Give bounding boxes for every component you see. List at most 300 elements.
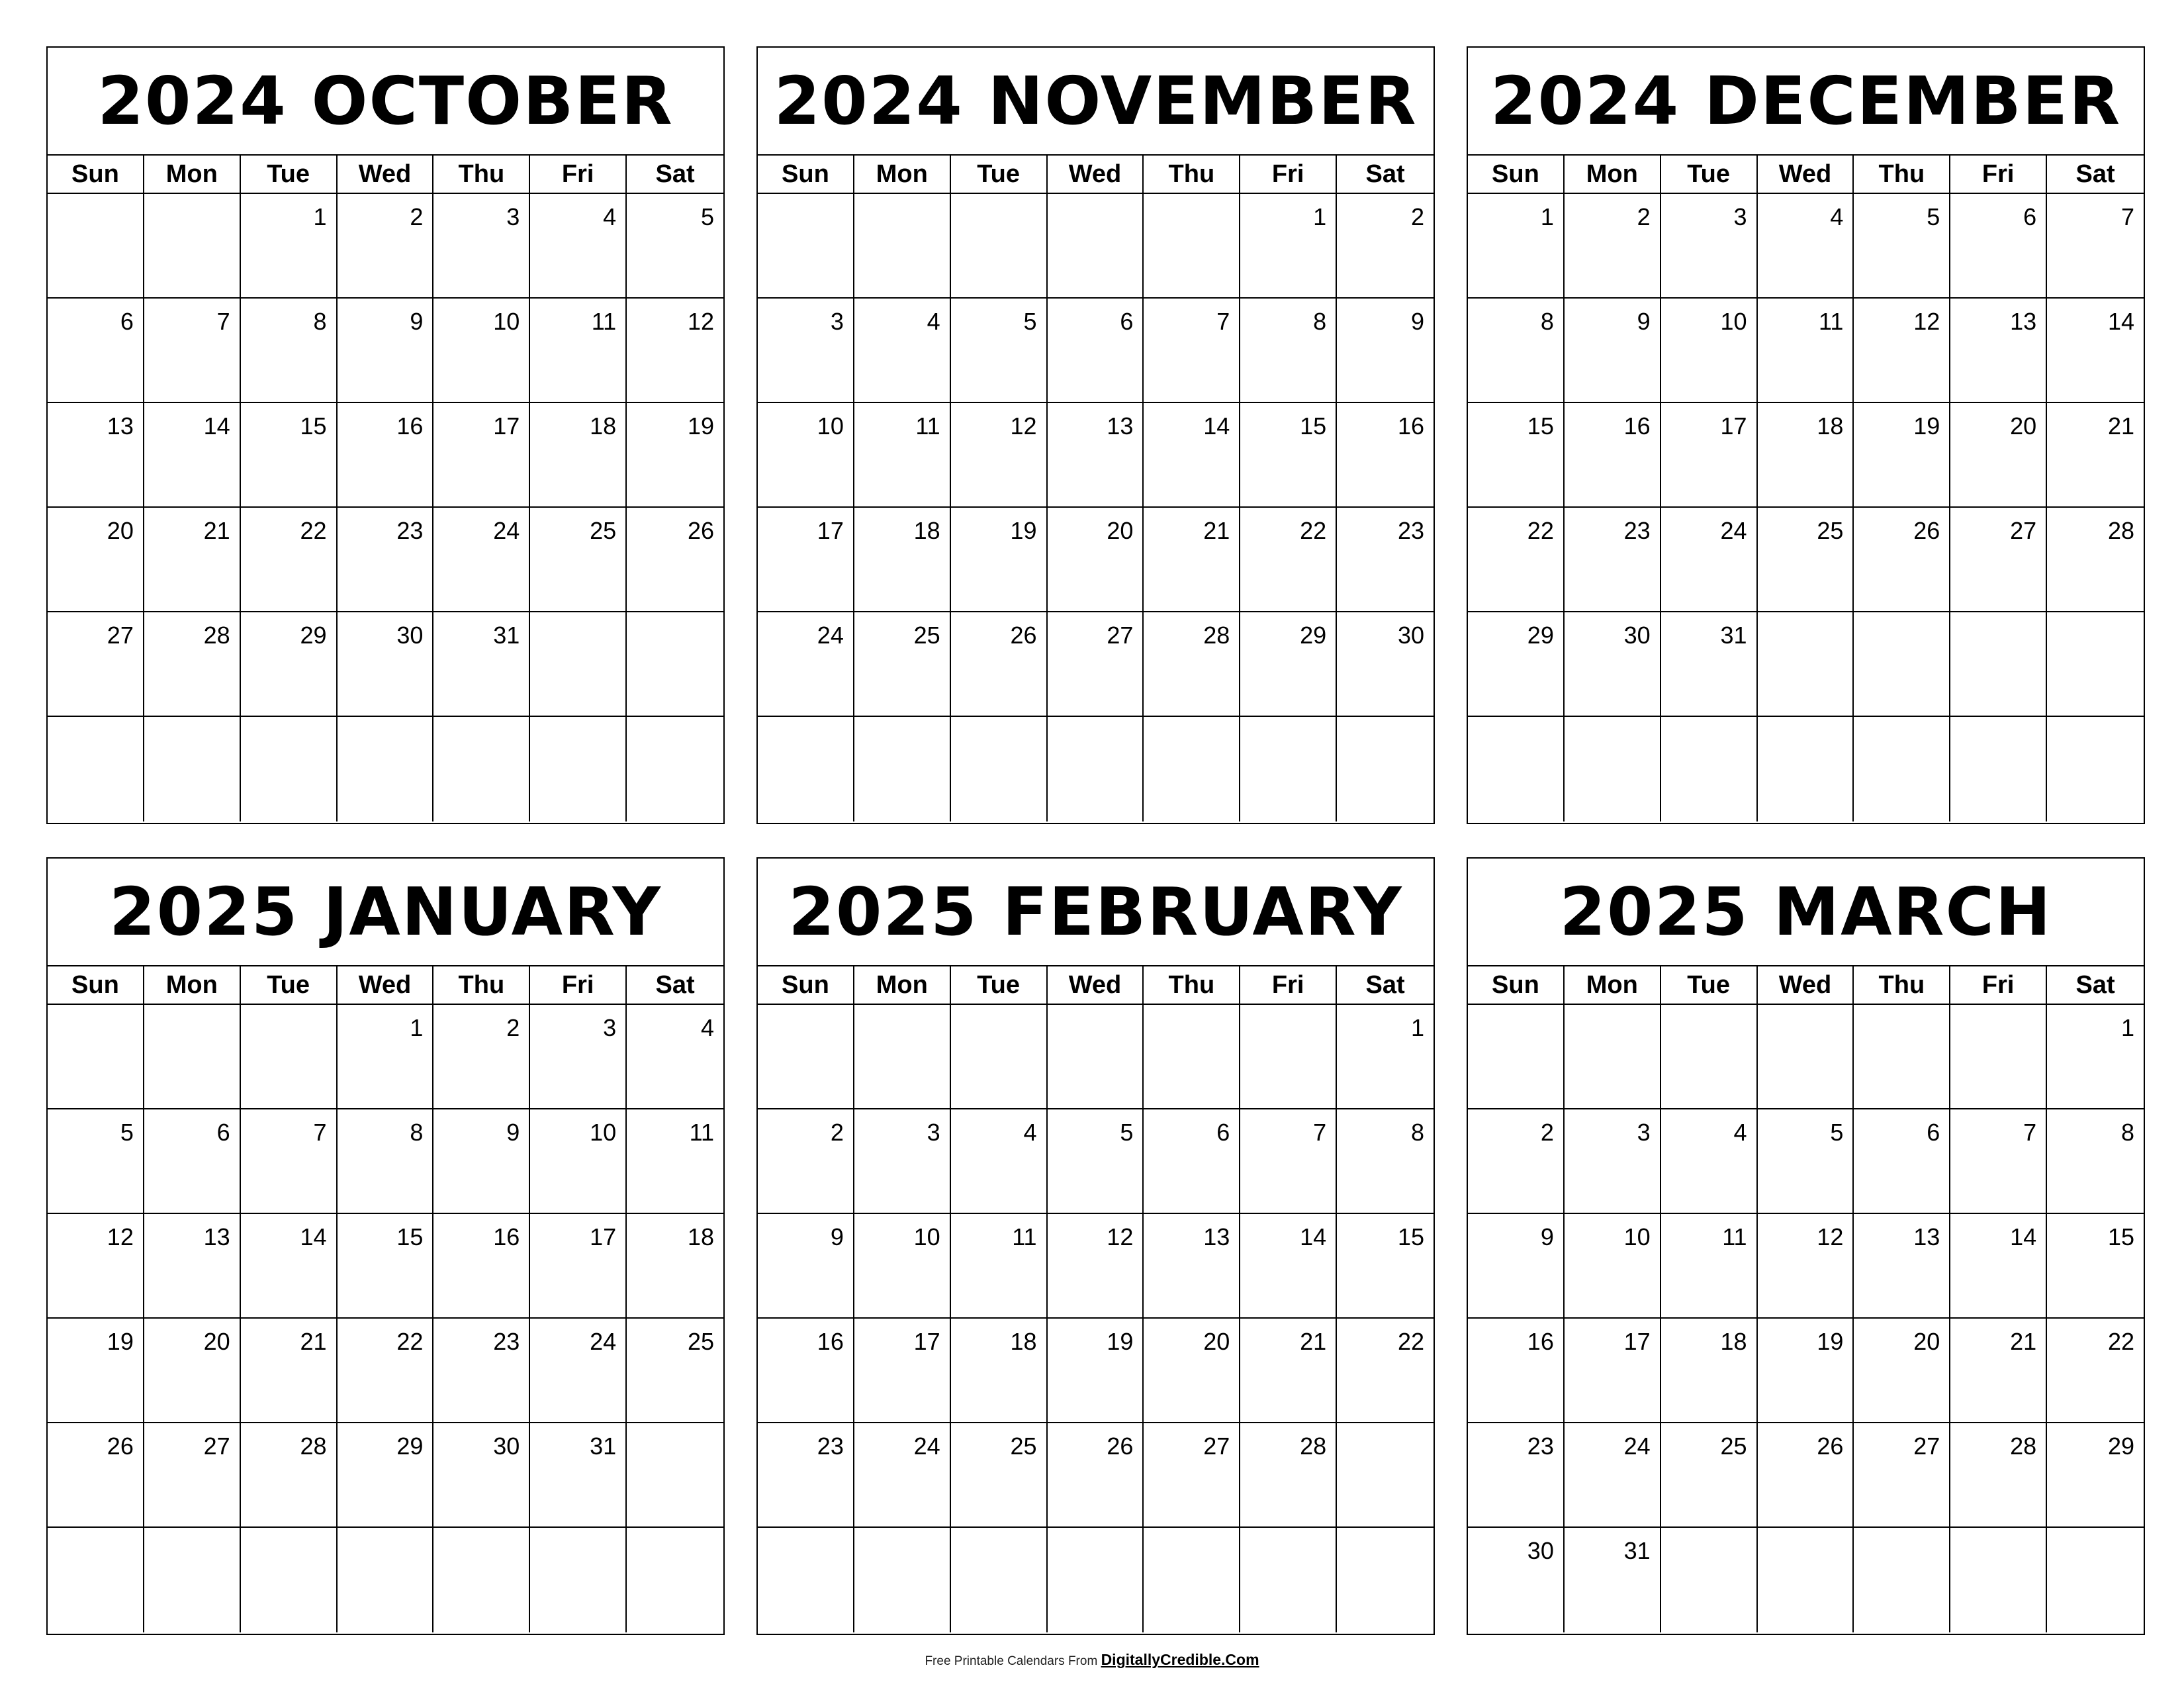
- day-cell: [1565, 1528, 1661, 1632]
- day-number: 4: [1023, 1119, 1037, 1146]
- footer: [0, 1651, 2184, 1669]
- day-cell: [241, 1423, 338, 1528]
- day-cell: [1565, 1319, 1661, 1423]
- day-cell: [1661, 1214, 1758, 1319]
- day-cell: [854, 1005, 951, 1109]
- day-number: 25: [687, 1328, 714, 1355]
- day-number: 23: [817, 1432, 844, 1460]
- day-number: 13: [1107, 412, 1134, 440]
- day-cell: [1144, 508, 1240, 612]
- day-cell: [48, 1319, 144, 1423]
- day-cell: [854, 194, 951, 299]
- weekday-label: Sun: [1468, 156, 1565, 193]
- day-number: 15: [1527, 412, 1554, 440]
- day-cell: [1565, 717, 1661, 821]
- day-number: 16: [1397, 412, 1424, 440]
- day-cell: [951, 194, 1048, 299]
- day-cell: [338, 1319, 434, 1423]
- day-cell: [530, 1109, 627, 1214]
- day-cell: [1337, 1528, 1433, 1632]
- day-cell: [1240, 403, 1337, 508]
- day-number: 21: [2010, 1328, 2037, 1355]
- day-cell: [1468, 1423, 1565, 1528]
- day-cell: [530, 1005, 627, 1109]
- weekday-label: Wed: [338, 156, 434, 193]
- day-number: 19: [1010, 517, 1037, 544]
- day-cell: [48, 1528, 144, 1632]
- day-cell: [338, 1214, 434, 1319]
- day-number: 11: [591, 308, 617, 335]
- day-cell: [1240, 1109, 1337, 1214]
- day-number: 31: [1623, 1537, 1651, 1564]
- weekday-header: [758, 156, 1433, 194]
- weekday-label: Fri: [1240, 966, 1337, 1004]
- day-cell: [1565, 194, 1661, 299]
- day-cell: [2047, 1109, 2144, 1214]
- day-number: 26: [1817, 1432, 1844, 1460]
- day-cell: [1337, 194, 1433, 299]
- day-number: 22: [300, 517, 327, 544]
- weekday-label: Tue: [241, 966, 338, 1004]
- day-cell: [951, 1214, 1048, 1319]
- day-cell: [627, 194, 723, 299]
- day-cell: [2047, 1528, 2144, 1632]
- day-cell: [48, 403, 144, 508]
- month-title: 2024 NOVEMBER: [758, 48, 1433, 156]
- day-cell: [1337, 1423, 1433, 1528]
- day-number: 8: [1313, 308, 1327, 335]
- day-number: 10: [493, 308, 520, 335]
- day-number: 9: [1410, 308, 1424, 335]
- day-number: 18: [1010, 1328, 1037, 1355]
- day-cell: [530, 403, 627, 508]
- day-cell: [1337, 1319, 1433, 1423]
- day-number: 16: [1527, 1328, 1554, 1355]
- day-number: 28: [1300, 1432, 1327, 1460]
- day-grid: [1468, 1005, 2144, 1632]
- day-cell: [1565, 612, 1661, 717]
- day-cell: [1144, 1109, 1240, 1214]
- day-cell: [1337, 717, 1433, 821]
- day-cell: [1758, 194, 1854, 299]
- day-number: 13: [1203, 1223, 1230, 1250]
- day-cell: [1950, 717, 2047, 821]
- day-cell: [48, 194, 144, 299]
- day-number: 1: [1313, 203, 1327, 230]
- day-cell: [144, 194, 241, 299]
- day-cell: [530, 1528, 627, 1632]
- day-cell: [530, 508, 627, 612]
- day-grid: [758, 194, 1433, 821]
- day-number: 31: [1720, 622, 1747, 649]
- day-cell: [1565, 508, 1661, 612]
- day-cell: [241, 194, 338, 299]
- day-cell: [530, 194, 627, 299]
- day-cell: [1565, 299, 1661, 403]
- day-cell: [241, 299, 338, 403]
- day-number: 28: [2107, 517, 2134, 544]
- day-cell: [338, 194, 434, 299]
- day-number: 25: [1010, 1432, 1037, 1460]
- day-cell: [1661, 1423, 1758, 1528]
- day-cell: [1661, 612, 1758, 717]
- day-number: 17: [1720, 412, 1747, 440]
- day-number: 21: [203, 517, 230, 544]
- weekday-label: Fri: [530, 156, 627, 193]
- day-cell: [1048, 1319, 1144, 1423]
- day-cell: [433, 1528, 530, 1632]
- weekday-label: Tue: [1661, 156, 1758, 193]
- day-cell: [951, 508, 1048, 612]
- day-number: 9: [410, 308, 424, 335]
- day-number: 20: [107, 517, 134, 544]
- day-cell: [1048, 1005, 1144, 1109]
- day-cell: [1950, 612, 2047, 717]
- weekday-header: [48, 156, 723, 194]
- day-cell: [1950, 1319, 2047, 1423]
- day-number: 26: [107, 1432, 134, 1460]
- day-number: 24: [817, 622, 844, 649]
- day-cell: [530, 1423, 627, 1528]
- day-cell: [1337, 1214, 1433, 1319]
- weekday-label: Wed: [1758, 966, 1854, 1004]
- day-cell: [48, 299, 144, 403]
- day-cell: [241, 1109, 338, 1214]
- day-cell: [854, 1319, 951, 1423]
- day-number: 4: [700, 1014, 714, 1041]
- day-cell: [1240, 717, 1337, 821]
- day-number: 2: [1540, 1119, 1554, 1146]
- day-cell: [1758, 1214, 1854, 1319]
- weekday-label: Mon: [854, 966, 951, 1004]
- day-cell: [951, 1109, 1048, 1214]
- day-number: 11: [1722, 1223, 1747, 1250]
- day-cell: [2047, 508, 2144, 612]
- day-cell: [1950, 1423, 2047, 1528]
- day-number: 29: [396, 1432, 424, 1460]
- day-number: 28: [203, 622, 230, 649]
- day-cell: [1048, 1423, 1144, 1528]
- day-cell: [1468, 1214, 1565, 1319]
- day-cell: [951, 717, 1048, 821]
- day-number: 12: [107, 1223, 134, 1250]
- day-cell: [433, 194, 530, 299]
- day-number: 9: [1637, 308, 1651, 335]
- day-cell: [854, 403, 951, 508]
- day-cell: [951, 612, 1048, 717]
- day-number: 23: [1397, 517, 1424, 544]
- day-number: 11: [1012, 1223, 1037, 1250]
- footer-text: Free Printable Calendars From: [925, 1654, 1101, 1668]
- footer-site-link[interactable]: DigitallyCredible.Com: [1101, 1651, 1259, 1668]
- day-number: 18: [1817, 412, 1844, 440]
- weekday-label: Mon: [144, 966, 241, 1004]
- day-number: 31: [493, 622, 520, 649]
- day-cell: [338, 1005, 434, 1109]
- day-cell: [1854, 508, 1950, 612]
- day-cell: [1758, 1005, 1854, 1109]
- day-cell: [144, 1214, 241, 1319]
- day-cell: [1048, 194, 1144, 299]
- day-cell: [627, 717, 723, 821]
- day-number: 14: [300, 1223, 327, 1250]
- day-cell: [2047, 717, 2144, 821]
- day-cell: [1144, 299, 1240, 403]
- day-number: 14: [1300, 1223, 1327, 1250]
- day-cell: [1854, 1005, 1950, 1109]
- day-cell: [433, 1005, 530, 1109]
- weekday-label: Wed: [1048, 156, 1144, 193]
- day-cell: [338, 612, 434, 717]
- day-cell: [338, 717, 434, 821]
- day-number: 7: [313, 1119, 327, 1146]
- day-number: 11: [915, 412, 940, 440]
- day-cell: [48, 1109, 144, 1214]
- day-number: 12: [1913, 308, 1940, 335]
- day-cell: [1240, 1319, 1337, 1423]
- day-cell: [758, 1423, 854, 1528]
- day-number: 4: [927, 308, 940, 335]
- weekday-header: [1468, 156, 2144, 194]
- day-number: 26: [1913, 517, 1940, 544]
- day-cell: [1950, 403, 2047, 508]
- day-cell: [627, 1109, 723, 1214]
- day-cell: [241, 717, 338, 821]
- day-cell: [1240, 612, 1337, 717]
- day-cell: [1468, 717, 1565, 821]
- day-cell: [1758, 717, 1854, 821]
- day-cell: [1661, 717, 1758, 821]
- day-grid: [758, 1005, 1433, 1632]
- day-cell: [1468, 1005, 1565, 1109]
- day-number: 30: [493, 1432, 520, 1460]
- day-number: 10: [1623, 1223, 1651, 1250]
- month-title: 2025 MARCH: [1468, 859, 2144, 966]
- day-cell: [1144, 194, 1240, 299]
- day-number: 24: [493, 517, 520, 544]
- day-number: 19: [1817, 1328, 1844, 1355]
- day-number: 9: [1540, 1223, 1554, 1250]
- day-cell: [1661, 1319, 1758, 1423]
- day-number: 24: [1720, 517, 1747, 544]
- day-number: 19: [1913, 412, 1940, 440]
- day-number: 5: [1927, 203, 1940, 230]
- day-number: 2: [506, 1014, 520, 1041]
- month-calendar: [756, 857, 1435, 1635]
- day-cell: [1950, 1528, 2047, 1632]
- day-number: 7: [1313, 1119, 1327, 1146]
- day-number: 5: [1120, 1119, 1134, 1146]
- day-number: 9: [830, 1223, 844, 1250]
- day-cell: [2047, 1005, 2144, 1109]
- day-cell: [2047, 1319, 2144, 1423]
- day-number: 17: [817, 517, 844, 544]
- day-number: 27: [1203, 1432, 1230, 1460]
- day-cell: [854, 1214, 951, 1319]
- day-cell: [1661, 508, 1758, 612]
- day-number: 24: [913, 1432, 940, 1460]
- day-cell: [1144, 1214, 1240, 1319]
- day-number: 7: [2120, 203, 2134, 230]
- day-number: 21: [1300, 1328, 1327, 1355]
- day-cell: [1854, 194, 1950, 299]
- day-cell: [627, 1319, 723, 1423]
- weekday-label: Sat: [1365, 160, 1405, 188]
- day-number: 16: [396, 412, 424, 440]
- day-number: 14: [203, 412, 230, 440]
- day-number: 10: [913, 1223, 940, 1250]
- day-number: 14: [2107, 308, 2134, 335]
- weekday-label: Thu: [1854, 966, 1950, 1004]
- day-number: 29: [1527, 622, 1554, 649]
- weekday-label: Sat: [655, 160, 695, 188]
- day-number: 10: [817, 412, 844, 440]
- day-number: 13: [107, 412, 134, 440]
- day-number: 20: [203, 1328, 230, 1355]
- day-number: 8: [313, 308, 327, 335]
- day-number: 7: [216, 308, 230, 335]
- day-number: 18: [913, 517, 940, 544]
- day-cell: [1240, 1005, 1337, 1109]
- day-number: 26: [1010, 622, 1037, 649]
- day-number: 6: [1216, 1119, 1230, 1146]
- weekday-label: Tue: [241, 156, 338, 193]
- day-cell: [1950, 1214, 2047, 1319]
- day-number: 4: [1733, 1119, 1747, 1146]
- day-cell: [241, 1528, 338, 1632]
- day-number: 21: [2107, 412, 2134, 440]
- month-title: 2024 DECEMBER: [1468, 48, 2144, 156]
- day-cell: [758, 194, 854, 299]
- day-number: 22: [1397, 1328, 1424, 1355]
- day-number: 14: [2010, 1223, 2037, 1250]
- weekday-label: Sat: [2075, 160, 2115, 188]
- day-number: 14: [1203, 412, 1230, 440]
- day-number: 21: [1203, 517, 1230, 544]
- day-number: 8: [1540, 308, 1554, 335]
- day-cell: [1758, 1423, 1854, 1528]
- day-cell: [1758, 1319, 1854, 1423]
- day-number: 17: [1623, 1328, 1651, 1355]
- day-number: 22: [396, 1328, 424, 1355]
- day-number: 27: [107, 622, 134, 649]
- day-cell: [2047, 403, 2144, 508]
- day-cell: [1758, 1528, 1854, 1632]
- day-number: 2: [1410, 203, 1424, 230]
- day-cell: [1337, 508, 1433, 612]
- day-cell: [1240, 1214, 1337, 1319]
- day-cell: [1468, 403, 1565, 508]
- weekday-label: Mon: [854, 156, 951, 193]
- day-number: 23: [396, 517, 424, 544]
- day-number: 17: [493, 412, 520, 440]
- day-cell: [1144, 1005, 1240, 1109]
- day-number: 6: [120, 308, 134, 335]
- day-cell: [2047, 194, 2144, 299]
- day-cell: [1468, 508, 1565, 612]
- day-number: 16: [1623, 412, 1651, 440]
- day-number: 17: [590, 1223, 617, 1250]
- day-number: 19: [107, 1328, 134, 1355]
- day-cell: [758, 1214, 854, 1319]
- day-cell: [1565, 1005, 1661, 1109]
- day-cell: [951, 1005, 1048, 1109]
- day-cell: [1854, 1423, 1950, 1528]
- day-cell: [627, 1005, 723, 1109]
- day-number: 13: [1913, 1223, 1940, 1250]
- day-number: 15: [300, 412, 327, 440]
- day-cell: [627, 1423, 723, 1528]
- month-calendar: [1467, 46, 2145, 824]
- day-number: 10: [1720, 308, 1747, 335]
- day-cell: [241, 508, 338, 612]
- day-cell: [1854, 717, 1950, 821]
- day-number: 15: [1397, 1223, 1424, 1250]
- day-cell: [241, 1319, 338, 1423]
- day-number: 31: [590, 1432, 617, 1460]
- day-cell: [241, 403, 338, 508]
- weekday-label: Sun: [1468, 966, 1565, 1004]
- day-number: 15: [2107, 1223, 2134, 1250]
- day-cell: [1337, 1005, 1433, 1109]
- weekday-label: Fri: [530, 966, 627, 1004]
- day-number: 25: [590, 517, 617, 544]
- day-cell: [48, 1423, 144, 1528]
- weekday-label: Wed: [1758, 156, 1854, 193]
- day-cell: [1337, 1109, 1433, 1214]
- weekday-label: Tue: [1661, 966, 1758, 1004]
- day-cell: [758, 403, 854, 508]
- day-cell: [530, 299, 627, 403]
- day-number: 3: [927, 1119, 940, 1146]
- day-number: 5: [1830, 1119, 1844, 1146]
- day-cell: [627, 508, 723, 612]
- weekday-label: Sun: [758, 156, 854, 193]
- day-number: 5: [700, 203, 714, 230]
- day-cell: [951, 1528, 1048, 1632]
- day-cell: [2047, 299, 2144, 403]
- day-cell: [1337, 299, 1433, 403]
- day-cell: [758, 1528, 854, 1632]
- day-number: 3: [1733, 203, 1747, 230]
- day-number: 7: [2023, 1119, 2037, 1146]
- weekday-label: Thu: [433, 156, 530, 193]
- day-cell: [338, 403, 434, 508]
- day-cell: [854, 508, 951, 612]
- day-cell: [854, 299, 951, 403]
- day-cell: [1337, 612, 1433, 717]
- day-cell: [1240, 508, 1337, 612]
- day-cell: [530, 717, 627, 821]
- day-cell: [1758, 403, 1854, 508]
- day-cell: [1661, 1109, 1758, 1214]
- day-cell: [1950, 299, 2047, 403]
- day-cell: [1048, 508, 1144, 612]
- day-number: 2: [830, 1119, 844, 1146]
- day-number: 6: [1120, 308, 1134, 335]
- day-number: 1: [1540, 203, 1554, 230]
- day-number: 12: [1107, 1223, 1134, 1250]
- weekday-label: Thu: [1144, 156, 1240, 193]
- day-number: 23: [1623, 517, 1651, 544]
- day-number: 15: [1300, 412, 1327, 440]
- month-title: 2025 FEBRUARY: [758, 859, 1433, 966]
- day-cell: [433, 612, 530, 717]
- day-number: 4: [603, 203, 617, 230]
- day-cell: [1468, 1528, 1565, 1632]
- day-cell: [241, 1005, 338, 1109]
- day-cell: [144, 1005, 241, 1109]
